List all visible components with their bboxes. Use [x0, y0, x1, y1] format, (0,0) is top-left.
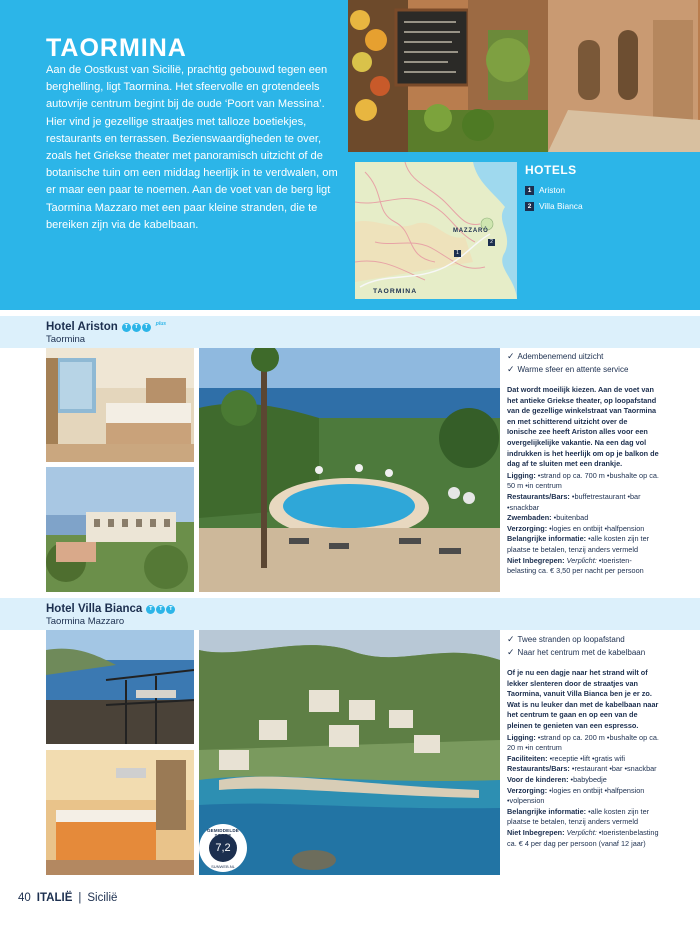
detail-row: Zwembaden: •buitenbad [507, 513, 589, 523]
check-icon: ✓ [507, 351, 515, 361]
check-icon: ✓ [507, 647, 515, 657]
review-score-source: SUNWEB.NL [211, 864, 235, 869]
hotel1-description [507, 350, 659, 577]
hotel2-balcony-photo [46, 630, 194, 744]
hotel1-exterior-photo [46, 467, 194, 592]
hotel-list-item[interactable] [525, 201, 583, 211]
detail-row: Ligging: •strand op ca. 700 m •bushalte op ca. 50 m •in centrum [507, 470, 659, 491]
detail-row: Faciliteiten: •receptie •lift •gratis wifi [507, 753, 625, 763]
hotel2-room-photo [46, 750, 194, 875]
street-photo [348, 0, 700, 152]
page-title: TAORMINA [46, 34, 187, 62]
detail-row: Voor de kinderen: •babybedje [507, 774, 607, 784]
detail-row: Restaurants/Bars: •buffetrestaurant •bar •snackbar [507, 491, 641, 512]
rating-icon: T T T [122, 323, 151, 332]
hotel2-name-row [46, 603, 175, 615]
rating-icon: T T T [146, 605, 175, 614]
detail-row: Belangrijke informatie: •alle kosten zijn ter plaatse te betalen, tenzij anders vermeld [507, 534, 650, 554]
hotel1-name: Hotel Ariston [46, 321, 118, 333]
hotel-number: 1 [525, 186, 534, 195]
page-footer [18, 892, 117, 904]
detail-row: Verzorging: •logies en ontbijt •halfpension •volpension [507, 785, 645, 806]
highlight-item: ✓ Adembenemend uitzicht [507, 351, 604, 361]
hotel2-name: Hotel Villa Bianca [46, 603, 143, 615]
detail-row: Restaurants/Bars: •restaurant •bar •snackbar [507, 764, 657, 774]
hotel1-location: Taormina [46, 334, 86, 345]
hotel-list-label: Ariston [539, 185, 566, 195]
footer-country: ITALIË [36, 892, 73, 904]
detail-row: Ligging: •strand op ca. 200 m •bushalte op ca. 20 m •in centrum [507, 732, 659, 753]
map-label-taormina: TAORMINA [373, 288, 418, 295]
hotel-list-item[interactable] [525, 185, 565, 195]
footer-region: Sicilië [87, 892, 118, 904]
detail-row: Niet Inbegrepen: Verplicht: •toeristenbelasting ca. € 4 per dag per persoon (vanaf 12 jaar) [507, 827, 659, 848]
map-pin-2[interactable]: 2 [488, 239, 495, 246]
hotel1-name-row [46, 321, 166, 333]
detail-row: Verzorging: •logies en ontbijt •halfpension [507, 523, 645, 533]
intro-text: Aan de Oostkust van Sicilië, prachtig gebouwd tegen een berghelling, ligt Taormina. Het sfeervolle en grotendeels autovrije centrum begint bij de oude ‘Poort van Messina’. Hier vind je gezellige straatjes met talloze boetiekjes, restaurants en terrassen. Bezienswaardigheden te over, zoals het Griekse theater met panoramisch uitzicht of de botanische tuin om een middag heerlijk in te verdwalen, om er maar een paar te noemen. Aan de voet van de berg ligt Taormina Mazzaro met een paar kleine stranden, die te bereiken zijn via de kabelbaan. [46, 64, 338, 231]
map-pin-1[interactable]: 1 [454, 250, 461, 257]
detail-row: Belangrijke informatie: •alle kosten zijn ter plaatse te betalen, tenzij anders vermeld [507, 806, 650, 827]
map-label-mazzaro: MAZZARÒ [453, 228, 489, 234]
hotel1-room-photo [46, 348, 194, 462]
highlight-item: ✓ Naar het centrum met de kabelbaan [507, 647, 646, 657]
detail-row: Niet Inbegrepen: Verplicht: •toeristen-belasting ca. € 3,50 per nacht per persoon [507, 555, 644, 576]
highlight-item: ✓ Twee stranden op loopafstand [507, 634, 625, 644]
area-map [355, 162, 517, 299]
hotel-number: 2 [525, 202, 534, 211]
review-score-label: GEMIDDELDE SCORE [206, 828, 239, 838]
rating-plus: plus [155, 321, 167, 327]
hotel1-intro: Dat wordt moeilijk kiezen. Aan de voet van het antieke Griekse theater, op loopafstand van de gezellige winkelstraat van Taormina en met schitterend uitzicht over de Ionische zee heeft Ariston alles voor een overgelijkelijke vakantie. Na een dag vol indrukken is het heerlijk om op je balkon de dag af te sluiten met een drankje. [507, 385, 659, 469]
review-score-value: 7,2 [209, 834, 237, 862]
hotel2-intro: Of je nu een dagje naar het strand wilt of lekker slenteren door de straatjes van Taormina, vanuit Villa Bianca ben je er zo. Wat is nu leuker dan met de kabelbaan naar het centrum te gaan en op een van de pleinen te genieten van een espresso. [507, 668, 659, 730]
hotel2-location: Taormina Mazzaro [46, 616, 125, 627]
footer-separator: | [78, 892, 82, 904]
hotel2-description [507, 633, 659, 849]
page-number: 40 [18, 892, 31, 904]
hotel-list-label: Villa Bianca [539, 201, 583, 211]
check-icon: ✓ [507, 634, 515, 644]
highlight-item: ✓ Warme sfeer en attente service [507, 364, 629, 374]
hotels-heading: HOTELS [525, 163, 577, 177]
hotel1-pool-photo [199, 348, 500, 592]
check-icon: ✓ [507, 364, 515, 374]
